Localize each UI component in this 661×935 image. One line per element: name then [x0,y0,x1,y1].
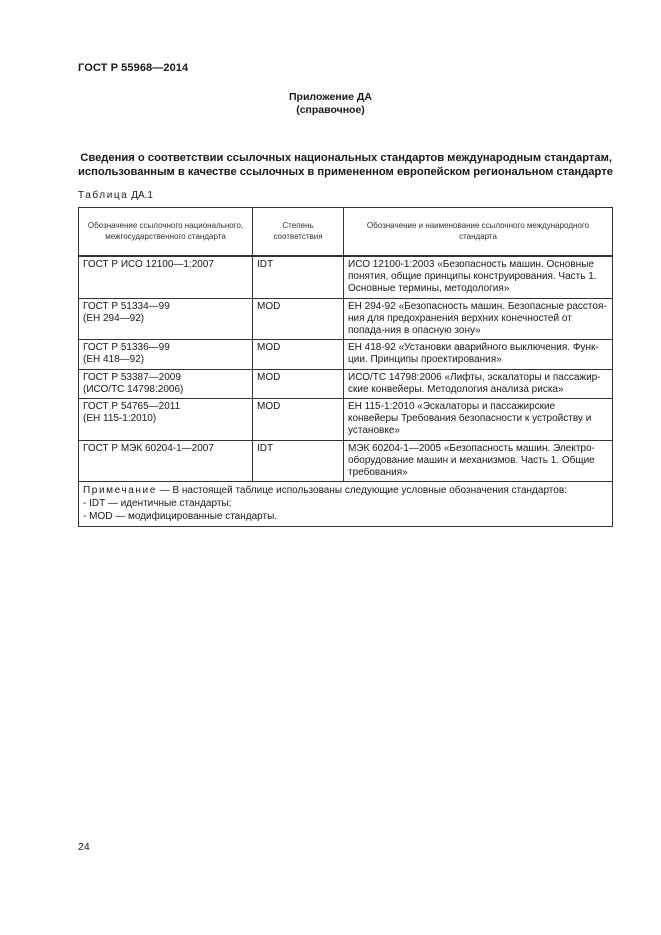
table-row [79,399,613,441]
national-standard-cell: ГОСТ Р ИСО 12100—1:2007 [79,256,253,298]
header-national-standard: Обозначение ссылочного национального, межгосударственного стандарта [79,208,253,257]
table-note [79,482,613,527]
national-standard-cell: ГОСТ Р 53387—2009 (ИСО/ТС 14798:2006) [79,369,253,398]
page-number: 24 [78,841,90,853]
note-item-mod: - MOD — модифицированные стандарты. [83,511,278,523]
degree-cell: MOD [253,298,344,340]
degree-cell: MOD [253,369,344,398]
national-standard-cell: ГОСТ Р МЭК 60204-1—2007 [79,440,253,482]
international-standard-cell: ИСО/ТС 14798:2006 «Лифты, эскалаторы и пассажир-ские конвейеры. Методология анализа риска» [344,369,613,398]
degree-cell: IDT [253,256,344,298]
international-standard-cell: ЕН 115-1:2010 «Эскалаторы и пассажирские конвейеры Требования безопасности к устройству и установке» [344,399,613,441]
header-international-standard: Обозначение и наименование ссылочного международного стандарта [344,208,613,257]
national-standard-cell: ГОСТ Р 51336—99 (ЕН 418—92) [79,340,253,369]
section-title-line-2: использованным в качестве ссылочных в примененном европейском региональном стандарте [78,166,613,178]
note-label: Примечание [83,485,157,497]
degree-cell: MOD [253,340,344,369]
standard-designation: ГОСТ Р 55968—2014 [78,62,189,74]
table-row [79,298,613,340]
table-header-row [79,208,613,257]
international-standard-cell: МЭК 60204-1—2005 «Безопасность машин. Электро-оборудование машин и механизмов. Часть 1. Общие требования» [344,440,613,482]
section-title-line-1: Сведения о соответствии ссылочных национальных стандартов международным стандартам, [80,152,612,164]
table-row [79,340,613,369]
appendix-heading [0,91,661,117]
note-item-idt: - IDT — идентичные стандарты; [83,498,232,510]
table-row [79,440,613,482]
international-standard-cell: ИСО 12100-1:2003 «Безопасность машин. Основные понятия, общие принципы конструирования. Часть 1. Основные термины, методология» [344,256,613,298]
appendix-title: Приложение ДА [289,91,372,103]
table-row [79,369,613,398]
table-label [78,190,153,201]
table-label-number: ДА.1 [131,190,153,201]
degree-cell: IDT [253,440,344,482]
section-title [78,151,612,179]
degree-cell: MOD [253,399,344,441]
note-line [83,484,608,497]
table-row [79,256,613,298]
appendix-subtitle: (справочное) [296,104,365,116]
header-degree-of-conformity: Степень соответствия [253,208,344,257]
national-standard-cell: ГОСТ Р 51334—99 (ЕН 294—92) [79,298,253,340]
note-text: — В настоящей таблице использованы следующие условные обозначения стандартов: [156,485,567,497]
table-label-word: Таблица [78,190,129,201]
international-standard-cell: ЕН 418-92 «Установки аварийного выключения. Функ-ции. Принципы проектирования» [344,340,613,369]
reference-standards-table [78,207,613,527]
table-note-row [79,482,613,527]
international-standard-cell: ЕН 294-92 «Безопасность машин. Безопасные расстоя-ния для предохранения верхних конечностей от попада-ния в опасную зону» [344,298,613,340]
national-standard-cell: ГОСТ Р 54765—2011 (ЕН 115-1:2010) [79,399,253,441]
